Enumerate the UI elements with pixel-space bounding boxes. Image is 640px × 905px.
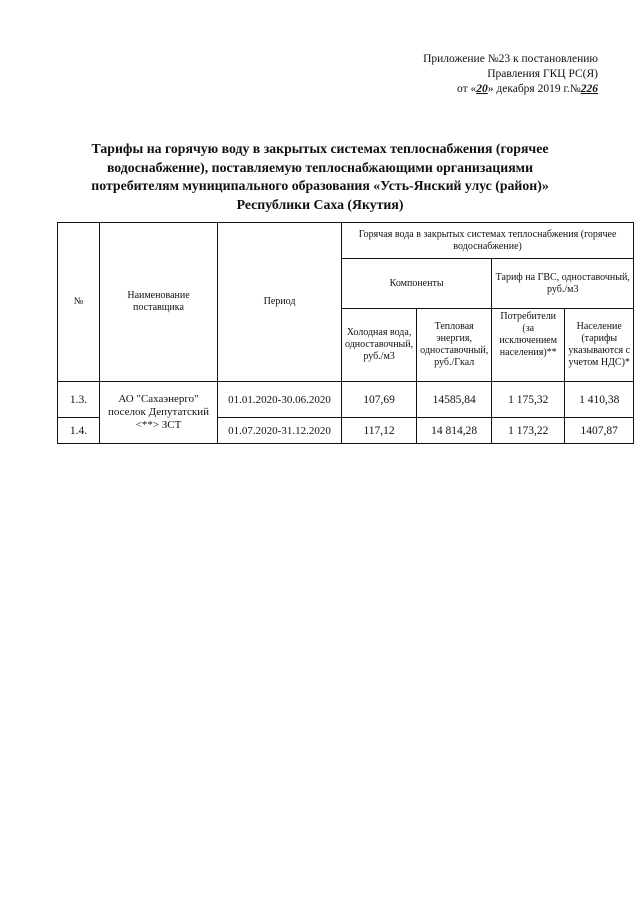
header-heat-energy: Тепловая энергия, одноставочный, руб./Гкал	[417, 309, 492, 382]
header-population: Население (тарифы указываются с учетом НДС)*	[565, 309, 634, 382]
row-consumers: 1 173,22	[492, 418, 565, 444]
header-consumers: Потребители (за исключением населения)**	[492, 309, 565, 382]
row-cold-water: 117,12	[342, 418, 417, 444]
date-mid: » декабря 2019 г.№	[487, 83, 581, 95]
title-line-4: Республики Саха (Якутия)	[236, 196, 404, 212]
title-line-2: водоснабжение), поставляемую теплоснабжающими организациями	[106, 159, 534, 175]
title-line-1: Тарифы на горячую воду в закрытых системах теплоснабжения (горячее	[91, 141, 549, 156]
row-period: 01.01.2020-30.06.2020	[218, 382, 342, 418]
row-consumers: 1 175,32	[492, 382, 565, 418]
header-period: Период	[218, 223, 342, 382]
appendix-line-2: Правления ГКЦ РС(Я)	[487, 68, 598, 80]
row-population: 1407,87	[565, 418, 634, 444]
appendix-line-1: Приложение №23 к постановлению	[423, 53, 598, 65]
appendix-header	[423, 52, 598, 97]
appendix-date-line	[423, 82, 598, 97]
header-components: Компоненты	[342, 259, 492, 309]
row-heat-energy: 14 814,28	[417, 418, 492, 444]
table-row	[58, 382, 634, 418]
document-title	[80, 140, 560, 214]
date-day: 20	[476, 83, 488, 95]
header-tariff: Тариф на ГВС, одноставочный, руб./м3	[492, 259, 634, 309]
header-supplier: Наименование поставщика	[100, 223, 218, 382]
row-cold-water: 107,69	[342, 382, 417, 418]
row-heat-energy: 14585,84	[417, 382, 492, 418]
doc-number: 226	[580, 83, 598, 95]
row-number: 1.4.	[58, 418, 100, 444]
row-population: 1 410,38	[565, 382, 634, 418]
header-number: №	[58, 223, 100, 382]
header-hot-water-group: Горячая вода в закрытых системах теплоснабжения (горячее водоснабжение)	[342, 223, 634, 259]
row-period: 01.07.2020-31.12.2020	[218, 418, 342, 444]
date-prefix: от «	[456, 83, 477, 95]
title-line-3: потребителям муниципального образования «Усть-Янский улус (район)»	[91, 178, 549, 193]
row-supplier: АО "Сахаэнерго" поселок Депутатский <**> ЗСТ	[100, 382, 218, 444]
tariff-table	[57, 222, 634, 444]
header-cold-water: Холодная вода, одноставочный, руб./м3	[342, 309, 417, 382]
row-number: 1.3.	[58, 382, 100, 418]
